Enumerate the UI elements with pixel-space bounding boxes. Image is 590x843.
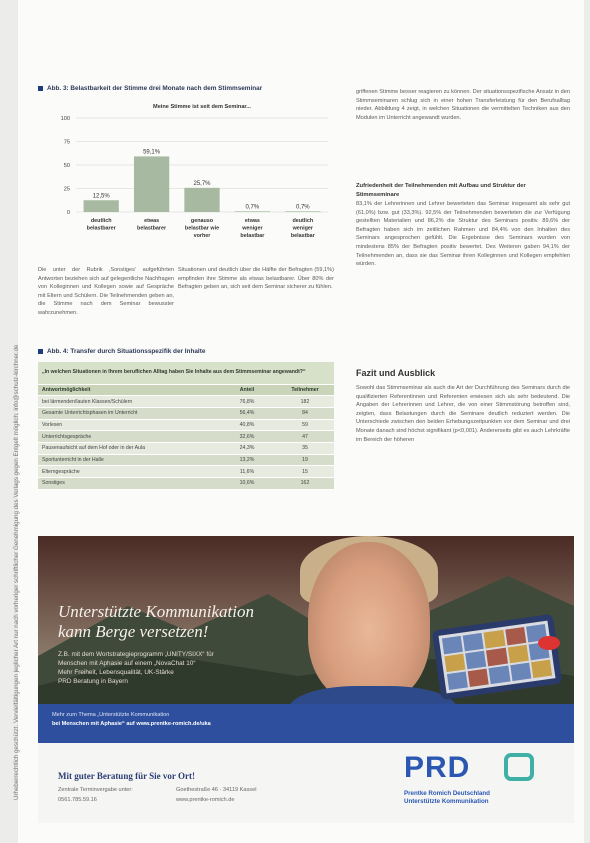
table-row (38, 396, 334, 408)
table-question: „In welchen Situationen in Ihrem beruflichen Alltag haben Sie Inhalte aus dem Stimmseminar angewandt?“ (38, 362, 334, 384)
cell-share: 24,3% (218, 442, 276, 454)
table-row (38, 431, 334, 443)
category-label: belastbarer (86, 225, 116, 232)
ad-title-line2: kann Berge versetzen! (58, 622, 209, 641)
category-label: weniger (242, 225, 263, 232)
bar (235, 211, 270, 212)
category-label: weniger (292, 225, 313, 232)
category-label: belastbar wie (184, 225, 220, 232)
y-tick-label: 100 (60, 116, 70, 122)
cell-participants: 35 (276, 442, 334, 454)
chart-title: Meine Stimme ist seit dem Seminar... (153, 104, 251, 110)
cell-answer: Unterrichtsgespräche (38, 431, 218, 443)
category-label: belastbarer (137, 225, 167, 232)
category-label: belastbar (290, 232, 315, 239)
cell-share: 11,6% (218, 466, 276, 478)
cell-answer: Gesamte Unterrichtsphasen im Unterricht (38, 407, 218, 419)
speech-bubble-icon (538, 636, 560, 650)
ad-title (58, 602, 254, 642)
cell-share: 32,6% (218, 431, 276, 443)
category-label: deutlich (90, 218, 112, 224)
cell-answer: Vorlesen (38, 419, 218, 431)
ad-line-3: Mehr Freiheit, Lebensqualität, UK-Stärke (58, 669, 174, 676)
ad-line-1: Z.B. mit dem Wortstrategieprogramm „UNITY/SIXX“ für (58, 651, 214, 658)
bar-chart-svg (38, 98, 334, 250)
advertisement[interactable] (38, 536, 574, 743)
bar-value-label: 12,5% (92, 193, 110, 200)
cell-share: 40,8% (218, 419, 276, 431)
heading-square-icon (38, 349, 43, 354)
bar-value-label: 25,7% (193, 180, 211, 187)
prd-logo-bubble-icon (504, 753, 534, 781)
subheading-zufriedenheit: Zufriedenheit der Teilnehmenden mit Aufbau und Struktur der Stimmseminare (356, 183, 526, 198)
left-paragraph-1: Die unter der Rubrik ‚Sonstiges‘ aufgeführten Antworten beziehen sich auf gelegentliche Nachfragen von Kolleginnen und Kollegen sowie auf Gespräche mit Eltern und Schülern. Die Teilnehmenden geben an, die Stimme nach dem Seminar bewusster wahrzunehmen. (38, 267, 174, 316)
ad-line-4: PRD Beratung in Bayern (58, 678, 128, 685)
table-row (38, 466, 334, 478)
ad-band-text: Mehr zum Thema „Unterstützte Kommunikation (52, 712, 170, 718)
table-row (38, 478, 334, 490)
col-header-participants: Teilnehmer (276, 384, 334, 396)
table-header-row (38, 384, 334, 396)
heading-square-icon (38, 86, 43, 91)
bar-value-label: 59,1% (143, 149, 161, 156)
table-row (38, 419, 334, 431)
cell-answer: Elterngespräche (38, 466, 218, 478)
category-label: etwas (144, 218, 160, 224)
cell-answer: Sonstiges (38, 478, 218, 490)
cell-participants: 47 (276, 431, 334, 443)
left-paragraph-2: Situationen und deutlich über die Hälfte der Befragten (59,1%) empfinden ihre Stimme als etwas belastbarer. Über 80% der Befragten geben an, sich seit dem Seminar sicherer zu fühlen. (178, 267, 334, 291)
right-paragraph-2: 83,1% der Lehrerinnen und Lehrer bewerteten das Seminar insgesamt als sehr gut (61,0%) bzw. gut (33,3%). 92,5% der Teilnehmenden bewerteten die zur Verfügung gestellten Materialien und 86,2% die Struktur des Seminars positiv. 89,6% der Befragten haben sich im zeitlichen Rahmen und 84,4% von den Inhalten des Seminars angesprochen gefühlt. Die Ergebnisse des Seminars wurden von mindestens 85% der Befragten positiv bewertet. Des Weiteren gaben 94,1% der Teilnehmenden an, dass sie das Seminar ihren Kolleginnen und Kollegen empfehlen würden. (356, 201, 570, 268)
bar-value-label: 0,7% (295, 204, 310, 211)
category-label: genauso (190, 218, 214, 224)
ad-title-line1: Unterstützte Kommunikation (58, 602, 254, 621)
prd-subtitle-2: Unterstützte Kommunikation (404, 798, 489, 805)
y-tick-label: 0 (66, 210, 70, 216)
table-question-row (38, 362, 334, 384)
fazit-heading: Fazit und Ausblick (356, 368, 436, 378)
category-label: belastbar (240, 232, 265, 239)
category-label: deutlich (292, 218, 314, 224)
footer-phone[interactable]: 0561.785.59.16 (58, 797, 97, 803)
cell-share: 13,2% (218, 454, 276, 466)
cell-answer: Pausenaufsicht auf dem Hof oder in der Aula (38, 442, 218, 454)
tablet-screen (438, 621, 555, 694)
ad-band-link[interactable]: bei Menschen mit Aphasie“ auf www.prentke-romich.de/uka (52, 721, 211, 727)
footer-title: Mit guter Beratung für Sie vor Ort! (58, 771, 195, 781)
cell-share: 56,4% (218, 407, 276, 419)
copyright-side-note: Urheberrechtlich geschützt. Vervielfältigungen jeglicher Art nur nach vorheriger schriftlicher Genehmigung des Verlags gegen Entgelt möglich; info@schulz-kirchner.de (13, 344, 20, 800)
abb3-heading: Abb. 3: Belastbarkeit der Stimme drei Monate nach dem Stimmseminar (38, 85, 262, 92)
ad-link-band[interactable] (38, 704, 574, 743)
footer-address: Goethestraße 46 · 34119 Kassel (176, 787, 257, 793)
footer-appointment-label: Zentrale Terminvergabe unter: (58, 787, 133, 793)
cell-answer: bei lärmenden/lauten Klassen/Schülern (38, 396, 218, 408)
y-tick-label: 50 (63, 163, 70, 169)
table-row (38, 407, 334, 419)
cell-participants: 84 (276, 407, 334, 419)
table-row (38, 442, 334, 454)
abb4-table (38, 362, 334, 490)
prd-subtitle-1: Prentke Romich Deutschland (404, 790, 490, 797)
woman-face (308, 542, 430, 702)
cell-answer: Sportunterricht in der Halle (38, 454, 218, 466)
table-row (38, 454, 334, 466)
bar (184, 188, 219, 212)
y-tick-label: 75 (63, 139, 70, 146)
bar (84, 200, 119, 212)
ad-line-2: Menschen mit Aphasie auf einem „NovaChat 10“ (58, 660, 196, 667)
right-paragraph-3: Sowohl das Stimmseminar als auch die Art der Durchführung des Seminars durch die qualifizierten Referentinnen und Referenten erwiesen sich als sehr bedeutend. Die Angaben der Lehrerinnen und Lehrer, die von einer Stimmstörung betroffen sind, zeigten, dass Belastungen durch die Seminare deutlich reduziert werden. Die Unterschiede zwischen den beiden Erhebungszeitpunkten vor dem Seminar und drei Monate danach sind höchst signifikant (p<0,001). Andererseits gibt es auch Lehrkräfte im Bereich der höheren (356, 385, 570, 443)
footer-website[interactable]: www.prentke-romich.de (176, 797, 235, 803)
bar (285, 211, 320, 212)
abb3-chart (38, 98, 334, 250)
cell-share: 10,6% (218, 478, 276, 490)
col-header-answer: Antwortmöglichkeit (38, 384, 218, 396)
category-label: vorher (193, 232, 211, 239)
col-header-share: Anteil (218, 384, 276, 396)
cell-participants: 15 (276, 466, 334, 478)
right-paragraph-1: griffenen Stimme besser reagieren zu können. Der situationsspezifische Ansatz in den Stimmseminaren schlug sich in einer hohen Transferleistung für den Berufsalltag nieder. Abbildung 4 zeigt, in welchen Situationen die vermittelten Techniken aus den Modulen im Unterricht angewandt wurden. (356, 89, 570, 121)
cell-participants: 19 (276, 454, 334, 466)
ad-description (58, 650, 288, 686)
cell-participants: 182 (276, 396, 334, 408)
prd-logo: PRD (404, 751, 471, 784)
abb4-heading: Abb. 4: Transfer durch Situationsspezifik der Inhalte (38, 348, 205, 355)
ad-footer (38, 743, 574, 823)
bar (134, 156, 169, 212)
y-tick-label: 25 (63, 186, 70, 193)
cell-share: 76,8% (218, 396, 276, 408)
cell-participants: 59 (276, 419, 334, 431)
bar-value-label: 0,7% (245, 204, 260, 211)
cell-participants: 162 (276, 478, 334, 490)
category-label: etwas (244, 218, 260, 224)
